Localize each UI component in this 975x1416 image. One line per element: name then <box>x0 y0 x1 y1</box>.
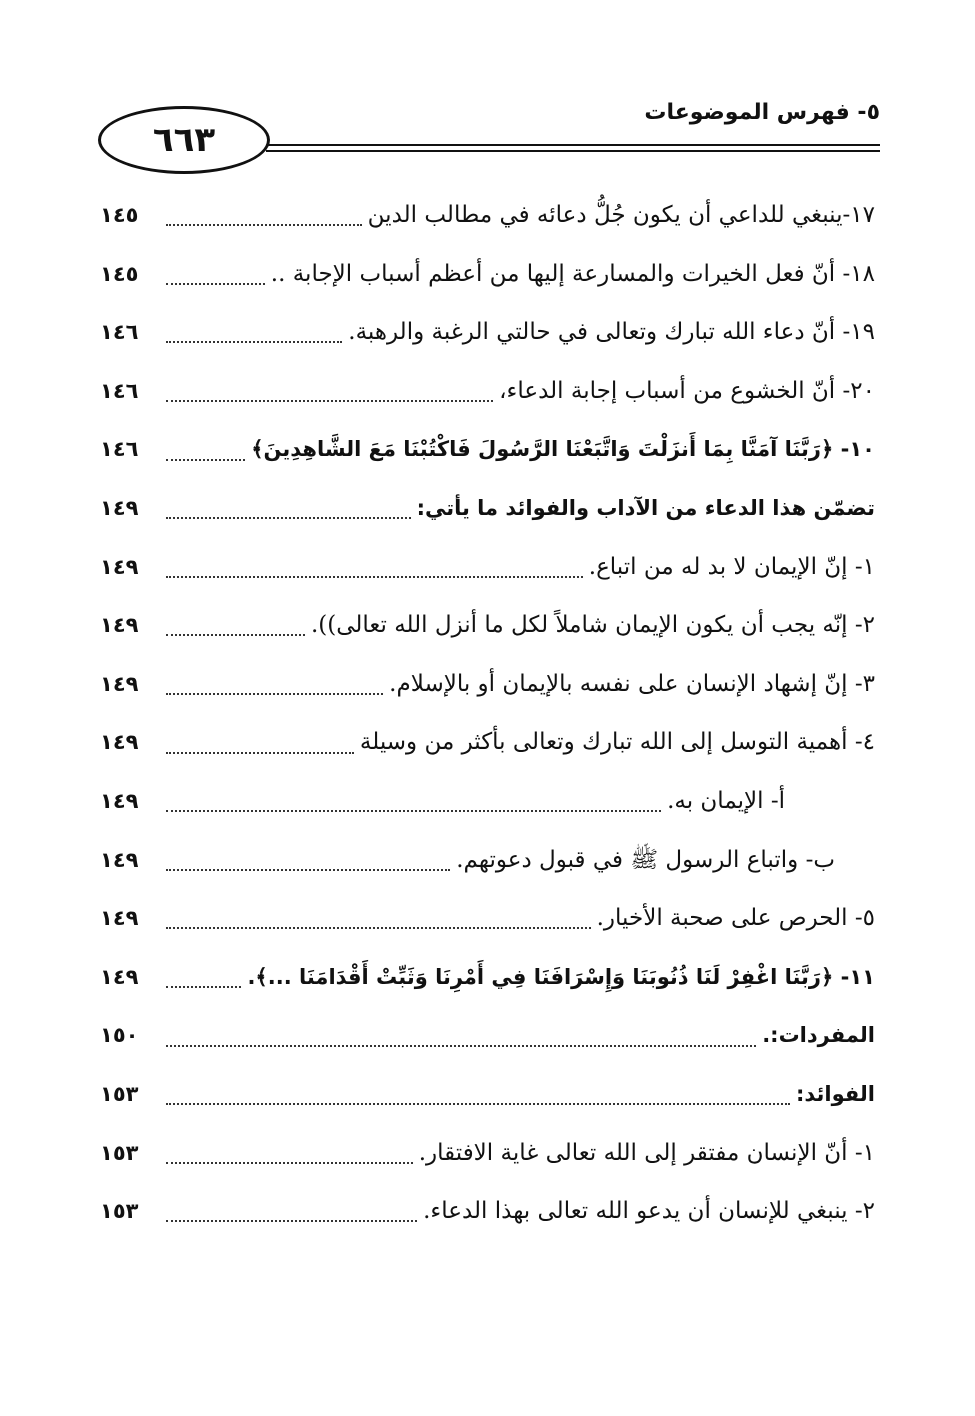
dot-leader <box>166 1045 756 1047</box>
toc-entry-page: ١٥٣ <box>100 1140 139 1165</box>
dot-leader <box>166 634 305 636</box>
toc-entry-text: ١٠- ﴿رَبَّنَا آمَنَّا بِمَا أَنزَلْتَ وَاتَّبَعْنَا الرَّسُولَ فَاكْتُبْنَا مَعَ الشَّاهِدِينَ﴾ <box>251 437 875 462</box>
toc-entry <box>100 362 875 421</box>
toc-entry-page: ١٥٣ <box>100 1081 139 1106</box>
table-of-contents <box>100 186 875 1241</box>
toc-entry <box>100 538 875 597</box>
toc-entry-page: ١٤٩ <box>100 613 139 638</box>
toc-entry-page: ١٤٥ <box>100 203 139 227</box>
toc-entry-page: ١٤٩ <box>100 495 139 520</box>
toc-section-heading <box>100 1065 875 1124</box>
dot-leader <box>166 1103 790 1105</box>
dot-leader <box>166 400 493 402</box>
dot-leader <box>166 869 450 871</box>
dot-leader <box>166 810 661 812</box>
toc-entry-text: ٢- إنّه يجب أن يكون الإيمان شاملاً لكل ما أنزل الله تعالى)). <box>310 612 875 639</box>
dot-leader <box>166 927 591 929</box>
page-number: ٦٦٣ <box>98 106 270 174</box>
dot-leader <box>166 1162 413 1164</box>
dot-leader <box>166 576 583 578</box>
toc-entry-page: ١٤٥ <box>100 261 139 286</box>
toc-entry <box>100 655 875 714</box>
toc-subentry <box>100 772 875 831</box>
dot-leader <box>166 459 245 461</box>
dot-leader <box>166 517 411 519</box>
toc-entry-text: ١- إنّ الإيمان لا بد له من اتباع. <box>588 553 875 580</box>
toc-entry-text: ١- أنّ الإنسان مفتقر إلى الله تعالى غاية الافتقار. <box>418 1139 875 1166</box>
toc-entry-text: أ- الإيمان به. <box>667 787 785 814</box>
toc-entry-text: ٢- ينبغي للإنسان أن يدعو الله تعالى بهذا الدعاء. <box>423 1198 875 1225</box>
toc-entry-text: ب- واتباع الرسول ﷺ في قبول دعوتهم. <box>456 846 835 873</box>
toc-section-heading <box>100 420 875 479</box>
section-title: ٥- فهرس الموضوعات <box>644 100 880 125</box>
dot-leader <box>166 1220 417 1222</box>
dot-leader <box>166 693 383 695</box>
toc-entry-text: ٥- الحرص على صحبة الأخيار. <box>596 905 875 932</box>
toc-entry-page: ١٤٩ <box>100 906 139 931</box>
toc-entry-text: ٤- أهمية التوسل إلى الله تبارك وتعالى بأكثر من وسيلة <box>359 729 875 756</box>
toc-entry-text: تضمّن هذا الدعاء من الآداب والفوائد ما يأتي: <box>416 495 875 520</box>
dot-leader <box>166 283 265 285</box>
toc-entry-page: ١٤٩ <box>100 554 139 579</box>
toc-entry <box>100 596 875 655</box>
toc-entry-page: ١٤٩ <box>100 671 139 696</box>
toc-subentry <box>100 831 875 890</box>
page-header <box>90 100 880 180</box>
toc-entry-text: ٢٠- أنّ الخشوع من أسباب إجابة الدعاء، <box>499 377 875 404</box>
toc-entry <box>100 889 875 948</box>
dot-leader <box>166 341 342 343</box>
header-double-rule <box>266 144 880 152</box>
toc-entry-text: ١٧-ينبغي للداعي أن يكون جُلُّ دعائه في مطالب الدين <box>367 202 875 228</box>
toc-entry <box>100 1124 875 1183</box>
toc-entry-page: ١٥٠ <box>100 1023 139 1048</box>
toc-entry <box>100 1182 875 1241</box>
toc-entry-text: ١٨- أنّ فعل الخيرات والمسارعة إليها من أعظم أسباب الإجابة .. <box>270 260 875 287</box>
toc-entry <box>100 303 875 362</box>
dot-leader <box>166 224 362 226</box>
toc-entry-page: ١٤٦ <box>100 378 139 403</box>
toc-entry-page: ١٥٣ <box>100 1199 139 1224</box>
toc-section-heading <box>100 479 875 538</box>
toc-entry-text: المفردات:. <box>762 1023 875 1048</box>
toc-entry-page: ١٤٩ <box>100 964 139 989</box>
toc-entry-text: ٣- إنّ إشهاد الإنسان على نفسه بالإيمان أو بالإسلام. <box>389 670 875 697</box>
toc-entry-page: ١٤٩ <box>100 847 139 872</box>
toc-entry <box>100 713 875 772</box>
toc-section-heading <box>100 1006 875 1065</box>
toc-entry <box>100 186 875 245</box>
toc-entry-page: ١٤٩ <box>100 730 139 755</box>
toc-entry-page: ١٤٦ <box>100 437 139 462</box>
dot-leader <box>166 986 241 988</box>
toc-entry-page: ١٤٩ <box>100 788 139 813</box>
toc-section-heading <box>100 948 875 1007</box>
toc-entry-text: الفوائد: <box>796 1081 875 1106</box>
toc-entry-text: ١١- ﴿رَبَّنَا اغْفِرْ لَنَا ذُنُوبَنَا وَإِسْرَافَنَا فِي أَمْرِنَا وَثَبِّتْ أَقْدَامَنَا ...﴾. <box>247 964 875 989</box>
toc-entry-text: ١٩- أنّ دعاء الله تبارك وتعالى في حالتي الرغبة والرهبة. <box>348 319 875 346</box>
toc-entry-page: ١٤٦ <box>100 320 139 345</box>
toc-entry <box>100 245 875 304</box>
dot-leader <box>166 752 354 754</box>
